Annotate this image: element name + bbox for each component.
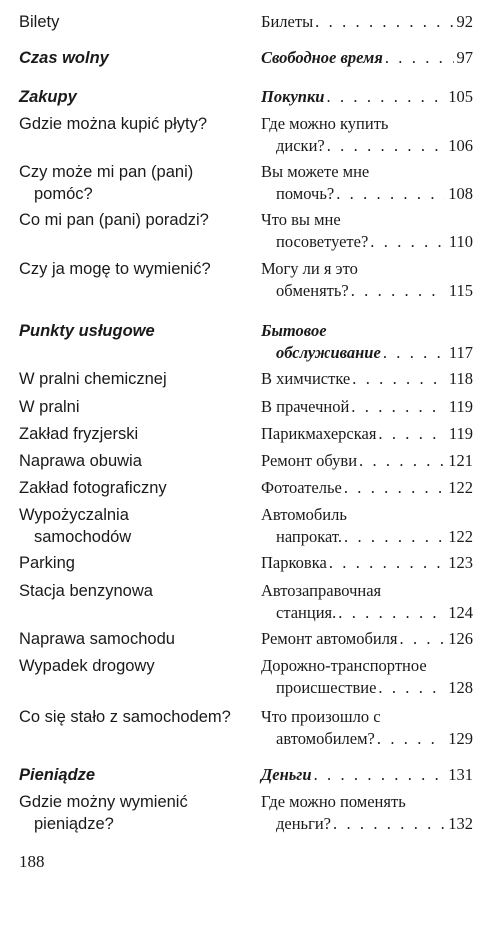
polish-title — [19, 764, 247, 786]
page-reference: 128 — [448, 678, 473, 697]
page-reference: 123 — [448, 553, 473, 572]
russian-title — [261, 504, 473, 548]
russian-title-line — [261, 813, 473, 835]
polish-title-line: Wypożyczalnia — [19, 506, 129, 524]
russian-title — [261, 628, 473, 650]
polish-title-line: Bilety — [19, 13, 60, 31]
polish-title-line: Czy może mi pan (pani) — [19, 163, 194, 181]
russian-title-text: обменять? — [276, 281, 349, 300]
polish-title-line: Czy ja mogę to wymienić? — [19, 260, 211, 278]
russian-title — [261, 368, 473, 390]
polish-title-line: Czas wolny — [19, 49, 109, 67]
page-reference: 117 — [448, 343, 473, 362]
russian-title-line — [261, 135, 473, 157]
dot-leader — [357, 450, 445, 472]
polish-title — [19, 628, 247, 650]
russian-title-line — [261, 342, 473, 364]
russian-title-line — [261, 86, 473, 108]
russian-title-text: В прачечной — [261, 397, 350, 416]
russian-title-text: Ремонт обуви — [261, 451, 358, 470]
russian-title-line — [261, 602, 473, 624]
page-reference: 115 — [448, 281, 473, 300]
dot-leader — [342, 526, 445, 548]
russian-title — [261, 86, 473, 108]
russian-title-line — [261, 706, 473, 728]
russian-title — [261, 450, 473, 472]
russian-title-line — [261, 396, 473, 418]
polish-title — [19, 368, 247, 390]
russian-title-line — [261, 628, 473, 650]
russian-title — [261, 580, 473, 624]
polish-title — [19, 161, 247, 205]
polish-title-line: Co się stało z samochodem? — [19, 708, 231, 726]
russian-title — [261, 161, 473, 205]
russian-title-text: Парикмахерская — [261, 424, 377, 443]
russian-title-text: обслуживание — [276, 343, 381, 362]
russian-title-line — [261, 209, 473, 231]
russian-title-text: деньги? — [276, 814, 331, 833]
russian-title — [261, 477, 473, 499]
dot-leader — [325, 86, 446, 108]
dot-leader — [327, 552, 445, 574]
dot-leader — [312, 764, 446, 786]
polish-title-line: Co mi pan (pani) poradzi? — [19, 211, 209, 229]
page-number: 188 — [19, 852, 45, 871]
polish-title — [19, 11, 247, 33]
russian-title-line — [261, 526, 473, 548]
russian-title-line — [261, 280, 473, 302]
page-reference: 132 — [448, 814, 473, 833]
dot-leader — [381, 342, 446, 364]
polish-title-line: samochodów — [34, 528, 132, 546]
dot-leader — [334, 183, 445, 205]
polish-title-line: Naprawa obuwia — [19, 452, 142, 470]
russian-title-text: Автомобиль — [261, 505, 347, 524]
polish-title-line: W pralni — [19, 398, 80, 416]
russian-title-text: Где можно купить — [261, 114, 389, 133]
russian-title-text: Парковка — [261, 553, 327, 572]
russian-title-text: Дорожно-транспортное — [261, 656, 427, 675]
polish-title — [19, 580, 247, 602]
polish-title-line: Gdzie można kupić płyty? — [19, 115, 208, 133]
polish-title — [19, 47, 247, 69]
polish-title — [19, 552, 247, 574]
polish-title-line: Gdzie możny wymienić — [19, 793, 188, 811]
russian-title-text: Ремонт автомобиля — [261, 629, 398, 648]
russian-title-line — [261, 368, 473, 390]
polish-title-line: Naprawa samochodu — [19, 630, 175, 648]
russian-title-text: станция. — [276, 603, 337, 622]
polish-title-line: Zakupy — [19, 88, 77, 106]
polish-title — [19, 113, 247, 135]
russian-title-text: помочь? — [276, 184, 335, 203]
dot-leader — [336, 602, 445, 624]
russian-title-line — [261, 450, 473, 472]
polish-title-line: Wypadek drogowy — [19, 657, 155, 675]
dot-leader — [376, 423, 445, 445]
page-reference: 97 — [456, 48, 473, 67]
page-reference: 122 — [448, 527, 473, 546]
polish-title-line: W pralni chemicznej — [19, 370, 167, 388]
page-reference: 121 — [448, 451, 473, 470]
russian-title-text: Покупки — [261, 87, 325, 106]
polish-title-line: Zakład fotograficzny — [19, 479, 167, 497]
russian-title-line — [261, 258, 473, 280]
dot-leader — [331, 813, 445, 835]
page-reference: 118 — [448, 369, 473, 388]
russian-title-line — [261, 183, 473, 205]
russian-title — [261, 47, 473, 69]
russian-title-line — [261, 423, 473, 445]
page-reference: 105 — [448, 87, 473, 106]
dot-leader — [368, 231, 446, 253]
russian-title — [261, 423, 473, 445]
russian-title-text: В химчистке — [261, 369, 351, 388]
russian-title-text: Что произошло с — [261, 707, 381, 726]
russian-title-text: посоветуете? — [276, 232, 369, 251]
polish-title — [19, 477, 247, 499]
russian-title-line — [261, 677, 473, 699]
page-reference: 92 — [456, 12, 473, 31]
russian-title-text: Где можно поменять — [261, 792, 406, 811]
russian-title-line — [261, 161, 473, 183]
page-reference: 124 — [448, 603, 473, 622]
dot-leader — [398, 628, 446, 650]
dot-leader — [376, 677, 445, 699]
polish-title-line: Stacja benzynowa — [19, 582, 153, 600]
dot-leader — [325, 135, 446, 157]
page-reference: 126 — [448, 629, 473, 648]
polish-title — [19, 655, 247, 677]
page-reference: 108 — [448, 184, 473, 203]
dot-leader — [342, 477, 445, 499]
dot-leader — [375, 728, 445, 750]
polish-title-line: Pieniądze — [19, 766, 96, 784]
russian-title — [261, 113, 473, 157]
russian-title-text: Фотоателье — [261, 478, 342, 497]
russian-title-text: напрокат. — [276, 527, 343, 546]
polish-title-line: pomóc? — [34, 185, 93, 203]
russian-title-text: Билеты — [261, 12, 314, 31]
russian-title — [261, 396, 473, 418]
polish-title-line: pieniądze? — [34, 815, 114, 833]
russian-title-line — [261, 655, 473, 677]
russian-title — [261, 320, 473, 364]
russian-title — [261, 209, 473, 253]
polish-title-line: Punkty usługowe — [19, 322, 155, 340]
dot-leader — [350, 368, 446, 390]
polish-title — [19, 791, 247, 835]
page-reference: 119 — [448, 397, 473, 416]
russian-title-text: Что вы мне — [261, 210, 341, 229]
russian-title-text: Могу ли я это — [261, 259, 358, 278]
russian-title-line — [261, 231, 473, 253]
russian-title-line — [261, 728, 473, 750]
russian-title — [261, 258, 473, 302]
polish-title — [19, 258, 247, 280]
polish-title — [19, 86, 247, 108]
russian-title-line — [261, 113, 473, 135]
page-reference: 119 — [448, 424, 473, 443]
russian-title-line — [261, 320, 473, 342]
polish-title — [19, 423, 247, 445]
russian-title-text: диски? — [276, 136, 325, 155]
russian-title-text: Вы можете мне — [261, 162, 370, 181]
polish-title — [19, 396, 247, 418]
page-reference: 122 — [448, 478, 473, 497]
russian-title-text: происшествие — [276, 678, 377, 697]
russian-title — [261, 552, 473, 574]
dot-leader — [349, 280, 446, 302]
russian-title-text: Бытовое — [261, 321, 327, 340]
polish-title — [19, 209, 247, 231]
russian-title — [261, 11, 473, 33]
page-reference: 110 — [448, 232, 473, 251]
russian-title-line — [261, 580, 473, 602]
polish-title — [19, 706, 247, 728]
page-reference: 129 — [448, 729, 473, 748]
polish-title — [19, 450, 247, 472]
russian-title-text: Деньги — [261, 765, 312, 784]
russian-title-line — [261, 504, 473, 526]
polish-title — [19, 504, 247, 548]
page-reference: 131 — [448, 765, 473, 784]
russian-title — [261, 706, 473, 750]
polish-title-line: Parking — [19, 554, 75, 572]
russian-title-line — [261, 552, 473, 574]
russian-title — [261, 655, 473, 699]
russian-title-text: Автозаправочная — [261, 581, 382, 600]
russian-title-line — [261, 791, 473, 813]
dot-leader — [383, 47, 454, 69]
russian-title-line — [261, 47, 473, 69]
russian-title — [261, 764, 473, 786]
russian-title — [261, 791, 473, 835]
dot-leader — [313, 11, 453, 33]
russian-title-text: Свободное время — [261, 48, 383, 67]
dot-leader — [349, 396, 446, 418]
polish-title-line: Zakład fryzjerski — [19, 425, 139, 443]
russian-title-line — [261, 477, 473, 499]
russian-title-text: автомобилем? — [276, 729, 375, 748]
polish-title — [19, 320, 247, 342]
russian-title-line — [261, 11, 473, 33]
russian-title-line — [261, 764, 473, 786]
page-reference: 106 — [448, 136, 473, 155]
